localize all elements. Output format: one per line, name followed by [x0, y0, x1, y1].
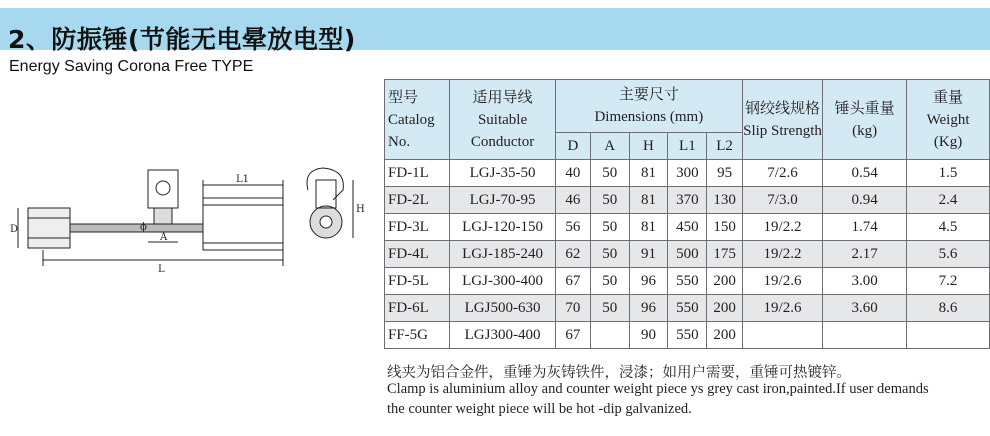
cell-slip: 19/2.2 — [742, 214, 822, 241]
cell-l2: 150 — [707, 214, 742, 241]
cell-h: 81 — [629, 187, 668, 214]
cell-d: 46 — [555, 187, 590, 214]
cell-l1: 550 — [668, 268, 707, 295]
cell-head: 1.74 — [823, 214, 907, 241]
cell-catalog: FD-2L — [385, 187, 450, 214]
cell-l1: 550 — [668, 322, 707, 349]
cell-a: 50 — [590, 295, 629, 322]
header-weight: 重量 Weight (Kg) — [907, 80, 990, 160]
label-d: D — [10, 224, 19, 235]
header-head-weight: 锤头重量 (kg) — [823, 80, 907, 160]
table-row — [385, 322, 990, 349]
cell-d: 67 — [555, 322, 590, 349]
cell-head: 3.00 — [823, 268, 907, 295]
cell-conductor: LGJ-120-150 — [450, 214, 556, 241]
cell-h: 91 — [629, 241, 668, 268]
cell-slip: 19/2.6 — [742, 295, 822, 322]
cell-slip: 19/2.6 — [742, 268, 822, 295]
cell-a: 50 — [590, 214, 629, 241]
table-row — [385, 268, 990, 295]
damper-drawing — [8, 160, 368, 280]
cell-h: 96 — [629, 268, 668, 295]
cell-l1: 550 — [668, 295, 707, 322]
header-conductor: 适用导线 Suitable Conductor — [450, 80, 556, 160]
cell-a — [590, 322, 629, 349]
label-phi: ϕ — [140, 222, 147, 233]
header-l1: L1 — [668, 133, 707, 160]
spec-table-body — [385, 160, 990, 349]
cell-catalog: FD-4L — [385, 241, 450, 268]
cell-l2: 200 — [707, 295, 742, 322]
cell-head: 2.17 — [823, 241, 907, 268]
table-row — [385, 160, 990, 187]
cell-weight: 5.6 — [907, 241, 990, 268]
cell-conductor: LGJ-185-240 — [450, 241, 556, 268]
label-h: H — [356, 204, 365, 215]
table-row — [385, 295, 990, 322]
cell-l1: 500 — [668, 241, 707, 268]
cell-a: 50 — [590, 187, 629, 214]
cell-head — [823, 322, 907, 349]
cell-l1: 450 — [668, 214, 707, 241]
table-row — [385, 241, 990, 268]
note-en-line2: the counter weight piece will be hot -dip galvanized. — [387, 401, 692, 417]
table-row — [385, 214, 990, 241]
cell-catalog: FD-1L — [385, 160, 450, 187]
cell-weight: 8.6 — [907, 295, 990, 322]
cell-d: 56 — [555, 214, 590, 241]
header-slip-strength: 钢绞线规格 Slip Strength — [742, 80, 822, 160]
cell-h: 81 — [629, 214, 668, 241]
cell-d: 67 — [555, 268, 590, 295]
cell-head: 3.60 — [823, 295, 907, 322]
cell-slip — [742, 322, 822, 349]
cell-head: 0.54 — [823, 160, 907, 187]
cell-catalog: FD-3L — [385, 214, 450, 241]
cell-d: 62 — [555, 241, 590, 268]
section-title: 2、防振锤(节能无电晕放电型) — [8, 25, 356, 54]
cell-l2: 200 — [707, 322, 742, 349]
cell-weight: 7.2 — [907, 268, 990, 295]
cell-l2: 200 — [707, 268, 742, 295]
header-d: D — [555, 133, 590, 160]
cell-catalog: FF-5G — [385, 322, 450, 349]
cell-slip: 19/2.2 — [742, 241, 822, 268]
cell-a: 50 — [590, 160, 629, 187]
cell-h: 96 — [629, 295, 668, 322]
cell-l2: 175 — [707, 241, 742, 268]
cell-d: 40 — [555, 160, 590, 187]
cell-head: 0.94 — [823, 187, 907, 214]
cell-a: 50 — [590, 268, 629, 295]
header-a: A — [590, 133, 629, 160]
label-l: L — [158, 264, 165, 275]
cell-h: 81 — [629, 160, 668, 187]
cell-slip: 7/2.6 — [742, 160, 822, 187]
cell-weight: 2.4 — [907, 187, 990, 214]
cell-l1: 300 — [668, 160, 707, 187]
cell-weight: 1.5 — [907, 160, 990, 187]
note-en-line1: Clamp is aluminium alloy and counter weight piece ys grey cast iron,painted.If user demands — [387, 381, 929, 397]
cell-catalog: FD-6L — [385, 295, 450, 322]
label-l1: L1 — [236, 174, 250, 185]
cell-conductor: LGJ-70-95 — [450, 187, 556, 214]
cell-weight — [907, 322, 990, 349]
header-dimensions: 主要尺寸 Dimensions (mm) — [555, 80, 742, 133]
cell-catalog: FD-5L — [385, 268, 450, 295]
cell-l2: 95 — [707, 160, 742, 187]
header-l2: L2 — [707, 133, 742, 160]
note-cn: 线夹为铝合金件，重锤为灰铸铁件，浸漆；如用户需要，重锤可热镀锌。 — [387, 365, 851, 381]
cell-weight: 4.5 — [907, 214, 990, 241]
cell-d: 70 — [555, 295, 590, 322]
table-row — [385, 187, 990, 214]
section-subtitle: Energy Saving Corona Free TYPE — [9, 58, 254, 75]
header-catalog: 型号 Catalog No. — [385, 80, 450, 160]
section-banner — [0, 8, 990, 54]
cell-slip: 7/3.0 — [742, 187, 822, 214]
label-a: A — [160, 232, 168, 243]
header-h: H — [629, 133, 668, 160]
cell-conductor: LGJ-300-400 — [450, 268, 556, 295]
cell-l2: 130 — [707, 187, 742, 214]
spec-table — [384, 79, 990, 349]
cell-a: 50 — [590, 241, 629, 268]
cell-l1: 370 — [668, 187, 707, 214]
cell-conductor: LGJ-35-50 — [450, 160, 556, 187]
cell-h: 90 — [629, 322, 668, 349]
cell-conductor: LGJ500-630 — [450, 295, 556, 322]
cell-conductor: LGJ300-400 — [450, 322, 556, 349]
